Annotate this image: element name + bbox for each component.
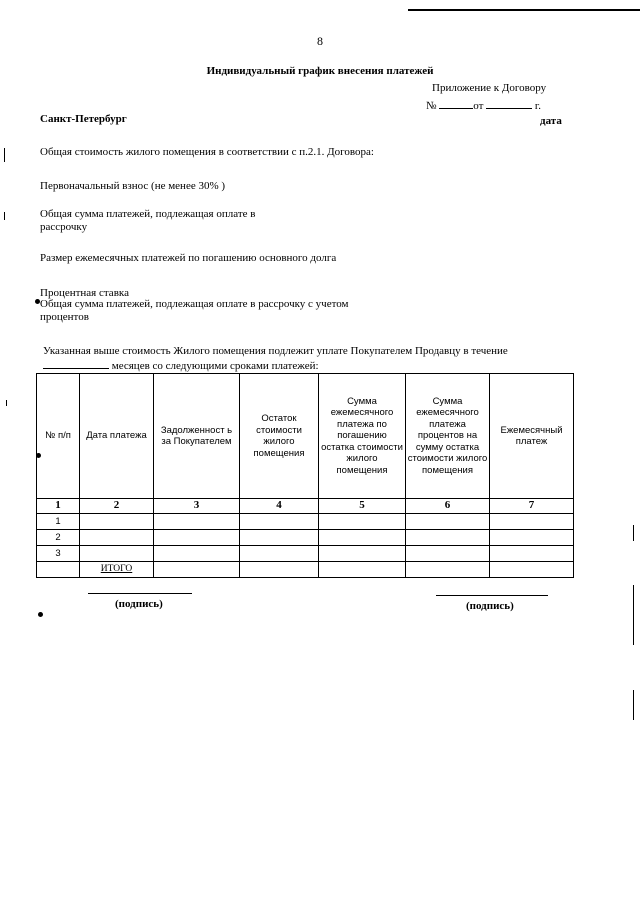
table-row bbox=[37, 530, 574, 546]
table-cell bbox=[406, 546, 490, 562]
table-cell bbox=[406, 562, 490, 578]
contract-date-blank bbox=[486, 98, 532, 109]
header-cell-balance: Остаток стоимости жилого помещения bbox=[240, 374, 319, 499]
scan-edge-mark bbox=[6, 400, 7, 406]
column-number: 5 bbox=[319, 499, 406, 514]
table-cell bbox=[490, 530, 574, 546]
payment-schedule-table bbox=[36, 373, 574, 578]
header-cell-debt: Задолженност ь за Покупателем bbox=[154, 374, 240, 499]
scan-edge-mark bbox=[633, 525, 634, 541]
row-number: 2 bbox=[37, 530, 80, 546]
table-cell bbox=[80, 546, 154, 562]
table-cell bbox=[319, 514, 406, 530]
date-label: дата bbox=[540, 115, 562, 127]
monthly-payment-line: Размер ежемесячных платежей по погашению основного долга bbox=[40, 252, 337, 264]
table-cell bbox=[490, 546, 574, 562]
table-cell bbox=[154, 530, 240, 546]
total-with-interest-text-2: процентов bbox=[40, 311, 89, 323]
table-cell bbox=[240, 546, 319, 562]
total-label: ИТОГО bbox=[80, 562, 154, 578]
table-cell bbox=[240, 562, 319, 578]
installment-total-line bbox=[40, 208, 255, 234]
scan-edge-mark bbox=[633, 585, 634, 645]
scan-mark-dot bbox=[38, 612, 43, 617]
appendix-label: Приложение к Договору bbox=[432, 82, 547, 94]
scan-edge-mark bbox=[4, 212, 5, 220]
column-number: 1 bbox=[37, 499, 80, 514]
table-cell bbox=[240, 530, 319, 546]
header-cell-monthly: Ежемесячный платеж bbox=[490, 374, 574, 499]
table-cell bbox=[406, 514, 490, 530]
page-number: 8 bbox=[317, 34, 323, 48]
total-with-interest-text-1: Общая сумма платежей, подлежащая оплате в рассрочку с учетом bbox=[40, 298, 349, 310]
header-cell-interest: Сумма ежемесячного платежа процентов на сумму остатка стоимости жилого помещения bbox=[406, 374, 490, 499]
city-name: Санкт-Петербург bbox=[40, 113, 127, 125]
table-cell bbox=[154, 546, 240, 562]
top-edge-rule bbox=[408, 9, 640, 11]
table-cell bbox=[80, 530, 154, 546]
table-cell bbox=[406, 530, 490, 546]
table-cell bbox=[154, 514, 240, 530]
column-number: 3 bbox=[154, 499, 240, 514]
header-cell-date: Дата платежа bbox=[80, 374, 154, 499]
initial-payment-line: Первоначальный взнос (не менее 30% ) bbox=[40, 180, 226, 192]
payment-terms-text-2: месяцев со следующими сроками платежей: bbox=[111, 360, 319, 372]
row-number: 1 bbox=[37, 514, 80, 530]
table-cell bbox=[80, 514, 154, 530]
installment-total-text-2: рассрочку bbox=[40, 221, 88, 233]
total-cost-line: Общая стоимость жилого помещения в соответствии с п.2.1. Договора: bbox=[40, 146, 374, 158]
column-number-row bbox=[37, 499, 574, 514]
total-with-interest-line bbox=[40, 298, 349, 324]
months-blank bbox=[43, 358, 109, 369]
contract-no-label: № bbox=[426, 100, 437, 112]
signature-line-left bbox=[88, 593, 192, 594]
total-row bbox=[37, 562, 574, 578]
scan-mark-dot bbox=[35, 299, 40, 304]
row-number: 3 bbox=[37, 546, 80, 562]
column-number: 7 bbox=[490, 499, 574, 514]
signature-line-right bbox=[436, 595, 548, 596]
signature-label-left: (подпись) bbox=[115, 598, 163, 610]
scan-edge-mark bbox=[633, 690, 634, 720]
installment-total-text-1: Общая сумма платежей, подлежащая оплате в bbox=[40, 208, 256, 220]
contract-number-line bbox=[426, 98, 541, 113]
column-number: 2 bbox=[80, 499, 154, 514]
table-header-row bbox=[37, 374, 574, 499]
table-cell bbox=[154, 562, 240, 578]
document-title: Индивидуальный график внесения платежей bbox=[206, 65, 434, 77]
table-cell bbox=[37, 562, 80, 578]
contract-year-label: г. bbox=[534, 100, 541, 112]
header-cell-principal: Сумма ежемесячного платежа по погашению остатка стоимости жилого помещения bbox=[319, 374, 406, 499]
table-cell bbox=[490, 562, 574, 578]
scan-mark-dot bbox=[36, 453, 41, 458]
header-cell-number: № п/п bbox=[37, 374, 80, 499]
table-cell bbox=[240, 514, 319, 530]
column-number: 4 bbox=[240, 499, 319, 514]
scan-edge-mark bbox=[4, 148, 5, 162]
signature-label-right: (подпись) bbox=[466, 600, 514, 612]
payment-terms-line-1: Указанная выше стоимость Жилого помещения подлежит уплате Покупателем Продавцу в течение bbox=[43, 345, 508, 357]
table-cell bbox=[319, 562, 406, 578]
table-cell bbox=[319, 546, 406, 562]
table-cell bbox=[319, 530, 406, 546]
contract-from-label: от bbox=[473, 100, 484, 112]
payment-terms-line-2 bbox=[43, 358, 319, 373]
table-row bbox=[37, 514, 574, 530]
column-number: 6 bbox=[406, 499, 490, 514]
table-cell bbox=[490, 514, 574, 530]
interest-rate-line: Процентная ставка bbox=[40, 287, 129, 299]
table-row bbox=[37, 546, 574, 562]
contract-no-blank bbox=[439, 98, 473, 109]
